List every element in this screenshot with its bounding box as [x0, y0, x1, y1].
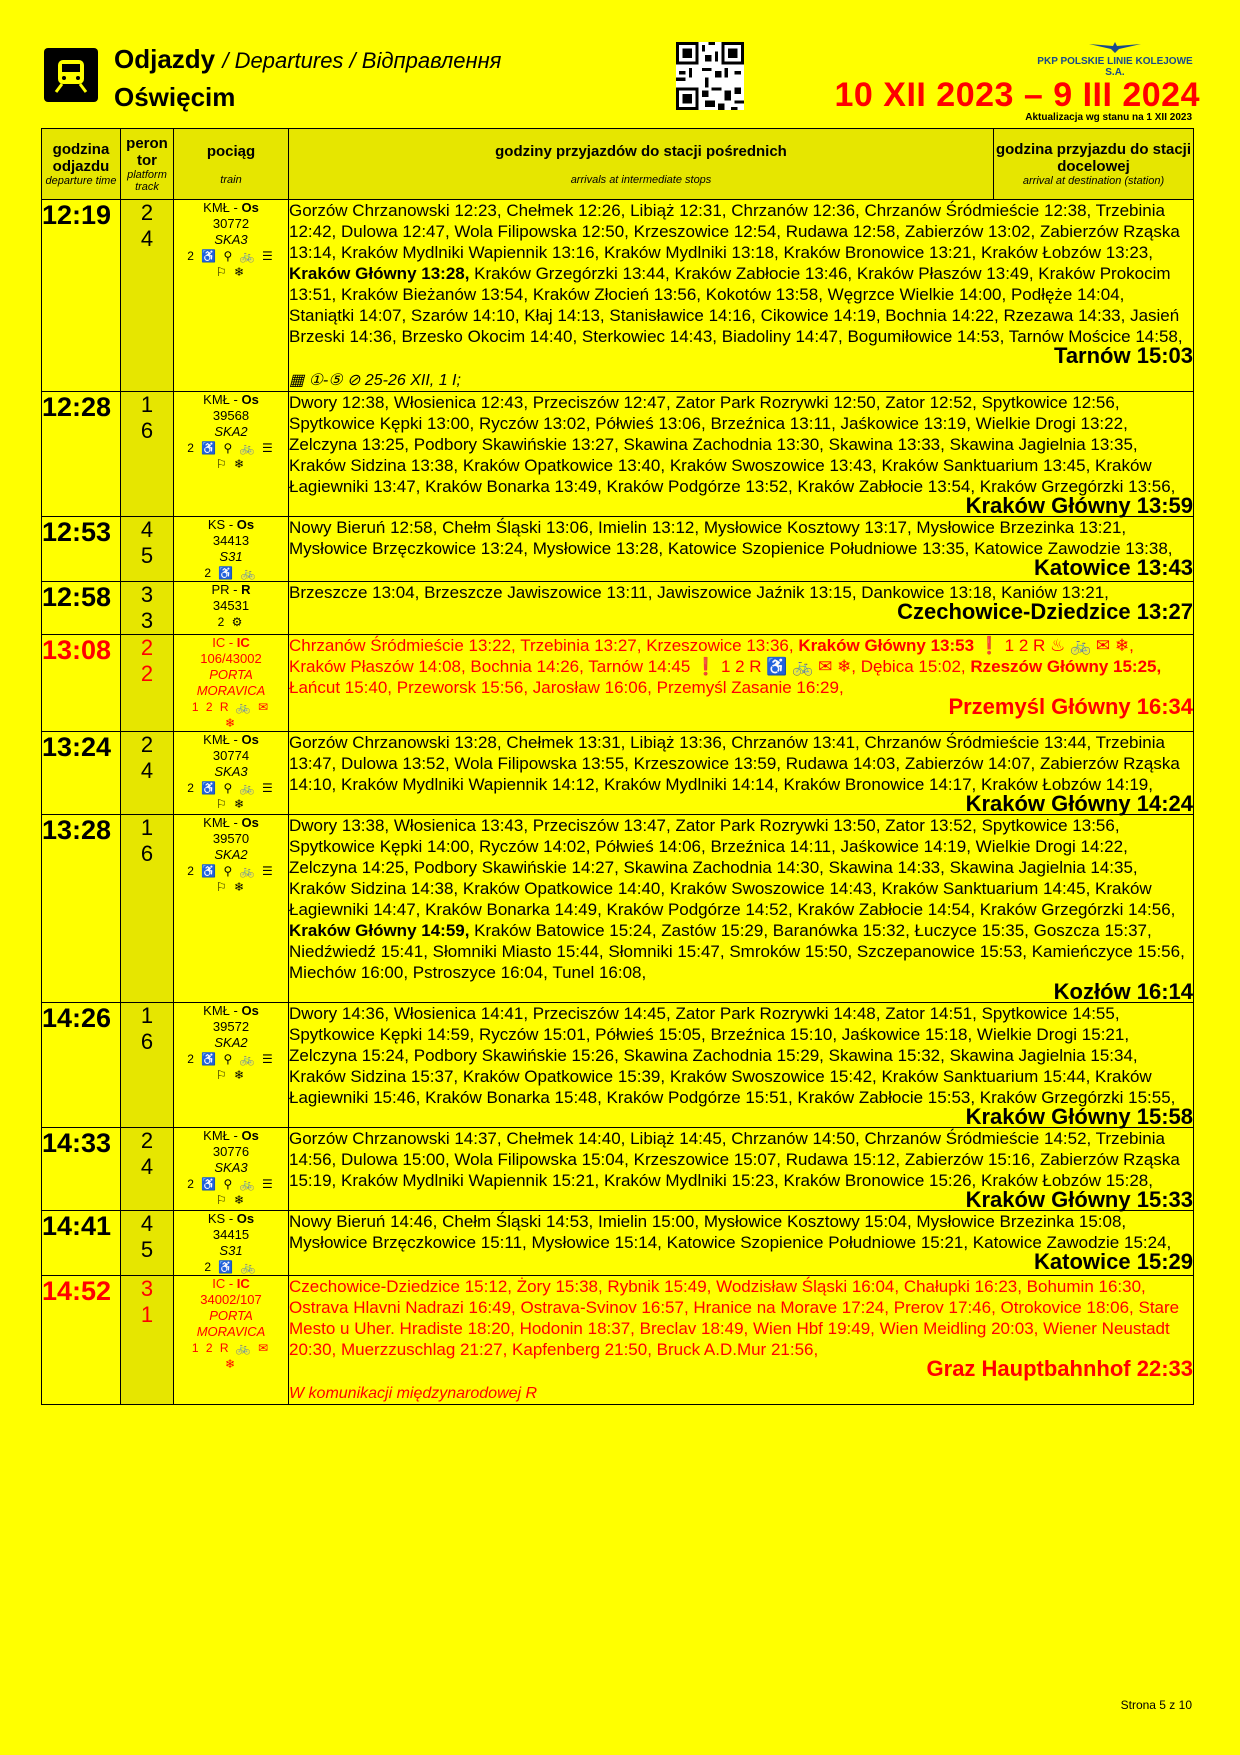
destination-arrival: Przemyśl Główny 16:34: [948, 694, 1193, 719]
track-number: 5: [140, 1237, 154, 1262]
service-icons: ⚐ ❄: [215, 1193, 247, 1207]
service-icons: ❄: [224, 1357, 238, 1371]
stops-highlight: Kraków Główny 14:59,: [289, 921, 470, 940]
platform-track: [121, 582, 174, 635]
train-number: 34415: [212, 1227, 250, 1242]
stops-text: Łańcut 15:40, Przeworsk 15:56, Jarosław 16:06, Przemyśl Zasanie 16:29,: [289, 678, 844, 697]
track-number: 2: [140, 661, 154, 686]
train-route-name: S31: [219, 1243, 243, 1258]
train-category: KS - Os: [207, 1211, 255, 1226]
intermediate-stops: [289, 1276, 1194, 1405]
platform-number: 4: [140, 1211, 154, 1236]
track-number: 4: [140, 226, 154, 251]
table-row: [42, 1211, 1194, 1276]
platform-number: 1: [140, 815, 154, 840]
platform-track: [121, 1211, 174, 1276]
departure-time: 13:24: [42, 732, 121, 815]
table-row: [42, 1128, 1194, 1211]
platform-track: [121, 1128, 174, 1211]
train-number: 34002/107: [200, 1292, 262, 1307]
track-number: 3: [140, 608, 154, 633]
stops-text: Kraków Batowice 15:24, Zastów 15:29, Baranówka 15:32, Łuczyce 15:35, Goszcza 15:37, Niedźwiedź 15:41, Słomniki Miasto 15:44, Słomniki 15:47, Smroków 15:50, Szczepanowice 15:53, Kamieńczyce 15:56, Miechów 16:00, Pstroszyce 16:04, Tunel 16:08,: [289, 921, 1185, 982]
train-route-name: SKA3: [214, 1160, 248, 1175]
stops-text: Dwory 14:36, Włosienica 14:41, Przeciszów 14:45, Zator Park Rozrywki 14:48, Zator 14:51, Spytkowice 14:55, Spytkowice Kępki 14:59, Ryczów 15:01, Półwieś 15:05, Brzeźnica 15:10, Jaśkowice 15:18, Wielkie Drogi 15:21, Zelczyna 15:24, Podbory Skawińskie 15:26, Skawina Zachodnia 15:29, Skawina 15:32, Skawina Jagielnia 15:34, Kraków Sidzina 15:37, Kraków Opatkowice 15:39, Kraków Swoszowice 15:42, Kraków Sanktuarium 15:44, Kraków Łagiewniki 15:46, Kraków Bonarka 15:48, Kraków Podgórze 15:51, Kraków Zabłocie 15:53, Kraków Grzegórzki 15:55,: [289, 1004, 1176, 1107]
train-category: KMŁ - Os: [203, 392, 259, 407]
platform-number: 1: [140, 392, 154, 417]
service-icons: 2 ♿ ⚲ 🚲 ☰: [187, 249, 275, 263]
page-number: Strona 5 z 10: [1120, 1698, 1192, 1712]
intermediate-stops: [289, 517, 1194, 582]
departure-time: 14:26: [42, 1003, 121, 1128]
stops-text: Nowy Bieruń 12:58, Chełm Śląski 13:06, Imielin 13:12, Mysłowice Kosztowy 13:17, Mysłowice Brzezinka 13:21, Mysłowice Brzęczkowice 13:24, Mysłowice 13:28, Katowice Szopienice Południowe 13:35, Katowice Zawodzie 13:38,: [289, 518, 1173, 558]
platform-number: 2: [140, 732, 154, 757]
departure-time: 14:33: [42, 1128, 121, 1211]
service-icons: 1 2 R 🚲 ✉: [191, 1341, 271, 1355]
train-info: [174, 1003, 289, 1128]
operator-logo: PKP POLSKIE LINIE KOLEJOWE S.A.: [1030, 40, 1200, 78]
destination-arrival: Katowice 15:29: [1034, 1249, 1193, 1274]
train-route-name: S31: [219, 549, 243, 564]
departure-time: 12:28: [42, 392, 121, 517]
train-info: [174, 815, 289, 1003]
platform-track: [121, 1276, 174, 1405]
col-header-platform: peron tor platform track: [121, 129, 174, 200]
stops-text: Dwory 13:38, Włosienica 13:43, Przeciszów 13:47, Zator Park Rozrywki 13:50, Zator 13:52, Spytkowice 13:56, Spytkowice Kępki 14:00, Ryczów 14:02, Półwieś 14:06, Brzeźnica 14:11, Jaśkowice 14:19, Wielkie Drogi 14:22, Zelczyna 14:25, Podbory Skawińskie 14:27, Skawina Zachodnia 14:30, Skawina 14:33, Skawina Jagielnia 14:35, Kraków Sidzina 14:38, Kraków Opatkowice 14:40, Kraków Swoszowice 14:43, Kraków Sanktuarium 14:45, Kraków Łagiewniki 14:47, Kraków Bonarka 14:49, Kraków Podgórze 14:52, Kraków Zabłocie 14:54, Kraków Grzegórzki 14:56,: [289, 816, 1176, 919]
train-category: KMŁ - Os: [203, 815, 259, 830]
train-number: 39570: [212, 831, 250, 846]
stops-text: ❗ 1 2 R ♨ 🚲 ✉ ❄, Kraków Płaszów 14:08, Bochnia 14:26, Tarnów 14:45 ❗ 1 2 R ♿ 🚲 ✉ ❄, Dębica 15:02,: [289, 636, 1134, 676]
stops-highlight: Rzeszów Główny 15:25,: [970, 657, 1162, 676]
platform-number: 3: [140, 1276, 154, 1301]
stops-highlight: Kraków Główny 13:53: [798, 636, 975, 655]
train-number: 39568: [212, 408, 250, 423]
train-route-name: SKA3: [214, 232, 248, 247]
page-title: Odjazdy / Departures / Відправлення: [114, 44, 502, 74]
train-category: KS - Os: [207, 517, 255, 532]
service-icons: ⚐ ❄: [215, 1068, 247, 1082]
track-number: 6: [140, 841, 154, 866]
table-row: [42, 517, 1194, 582]
track-number: 6: [140, 418, 154, 443]
destination-arrival: Tarnów 15:03: [1054, 343, 1193, 368]
stops-text: Czechowice-Dziedzice 15:12, Żory 15:38, Rybnik 15:49, Wodzisław Śląski 16:04, Chałupki 16:23, Bohumin 16:30, Ostrava Hlavni Nadrazi 16:49, Ostrava-Svinov 16:57, Hranice na Morave 17:24, Prerov 17:46, Otrokovice 18:06, Stare Mesto u Uher. Hradiste 18:20, Hodonin 18:37, Breclav 18:49, Wien Hbf 19:49, Wien Meidling 20:03, Wiener Neustadt 20:30, Muerzzuschlag 21:27, Kapfenberg 21:50, Bruck A.D.Mur 21:56,: [289, 1277, 1180, 1359]
platform-number: 2: [140, 200, 154, 225]
intermediate-stops: [289, 200, 1194, 392]
train-number: 30772: [212, 216, 250, 231]
train-info: [174, 635, 289, 732]
platform-number: 2: [140, 635, 154, 660]
train-category: IC - IC: [212, 635, 250, 650]
service-icons: 2 ♿ ⚲ 🚲 ☰: [187, 441, 275, 455]
col-header-destination: godzina przyjazdu do stacji docelowej arrival at destination (station): [994, 129, 1194, 200]
destination-arrival: Kozłów 16:14: [1053, 979, 1193, 1004]
train-icon: [44, 48, 98, 102]
table-row: [42, 200, 1194, 392]
platform-track: [121, 815, 174, 1003]
service-icons: ⚐ ❄: [215, 880, 247, 894]
qr-code-icon: [676, 42, 744, 110]
table-row: [42, 732, 1194, 815]
stops-text: Gorzów Chrzanowski 14:37, Chełmek 14:40, Libiąż 14:45, Chrzanów 14:50, Chrzanów Śródmieście 14:52, Trzebinia 14:56, Dulowa 15:00, Wola Filipowska 15:04, Krzeszowice 15:07, Rudawa 15:12, Zabierzów 15:16, Zabierzów Rząska 15:19, Kraków Mydlniki Wapiennik 15:21, Kraków Mydlniki 15:23, Kraków Bronowice 15:26, Kraków Łobzów 15:28,: [289, 1129, 1180, 1190]
platform-track: [121, 635, 174, 732]
train-route-name: SKA2: [214, 1035, 248, 1050]
page-header: [0, 0, 1240, 130]
train-route-name: PORTA MORAVICA: [196, 1308, 266, 1339]
destination-arrival: Kraków Główny 13:59: [965, 493, 1193, 518]
destination-arrival: Katowice 13:43: [1034, 555, 1193, 580]
platform-track: [121, 1003, 174, 1128]
table-row: [42, 1276, 1194, 1405]
train-note: ▦ ①-⑤ ⊘ 25-26 XII, 1 I;: [289, 372, 461, 389]
train-info: [174, 1128, 289, 1211]
intermediate-stops: [289, 582, 1194, 635]
train-number: 106/43002: [200, 651, 262, 666]
track-number: 1: [140, 1302, 154, 1327]
platform-track: [121, 517, 174, 582]
destination-arrival: Czechowice-Dziedzice 13:27: [897, 599, 1193, 624]
train-note: W komunikacji międzynarodowej R: [289, 1385, 538, 1402]
stops-text: Chrzanów Śródmieście 13:22, Trzebinia 13:27, Krzeszowice 13:36,: [289, 636, 799, 655]
table-row: [42, 815, 1194, 1003]
train-info: [174, 1276, 289, 1405]
platform-number: 2: [140, 1128, 154, 1153]
platform-number: 3: [140, 582, 154, 607]
service-icons: 1 2 R 🚲 ✉: [191, 700, 271, 714]
service-icons: 2 ♿ ⚲ 🚲 ☰: [187, 1052, 275, 1066]
service-icons: 2 ♿ ⚲ 🚲 ☰: [187, 781, 275, 795]
train-category: KMŁ - Os: [203, 1003, 259, 1018]
col-header-stops: godziny przyjazdów do stacji pośrednich arrivals at intermediate stops: [289, 129, 994, 200]
train-number: 39572: [212, 1019, 250, 1034]
train-number: 30776: [212, 1144, 250, 1159]
track-number: 4: [140, 758, 154, 783]
platform-track: [121, 392, 174, 517]
service-icons: ❄: [224, 716, 238, 730]
train-route-name: SKA2: [214, 424, 248, 439]
train-category: IC - IC: [212, 1276, 250, 1291]
service-icons: 2 ♿ 🚲: [204, 566, 258, 580]
train-info: [174, 582, 289, 635]
intermediate-stops: [289, 392, 1194, 517]
intermediate-stops: [289, 635, 1194, 732]
train-route-name: PORTA MORAVICA: [196, 667, 266, 698]
departure-time: 12:53: [42, 517, 121, 582]
stops-text: Gorzów Chrzanowski 12:23, Chełmek 12:26, Libiąż 12:31, Chrzanów 12:36, Chrzanów Śródmieście 12:38, Trzebinia 12:42, Dulowa 12:47, Wola Filipowska 12:50, Krzeszowice 12:54, Rudawa 12:58, Zabierzów 13:02, Zabierzów Rząska 13:14, Kraków Mydlniki Wapiennik 13:16, Kraków Mydlniki 13:18, Kraków Bronowice 13:21, Kraków Łobzów 13:23,: [289, 201, 1180, 262]
departure-time: 13:28: [42, 815, 121, 1003]
service-icons: 2 ♿ ⚲ 🚲 ☰: [187, 1177, 275, 1191]
departure-time: 13:08: [42, 635, 121, 732]
departure-time: 14:41: [42, 1211, 121, 1276]
platform-number: 1: [140, 1003, 154, 1028]
train-info: [174, 732, 289, 815]
station-name: Oświęcim: [114, 82, 236, 112]
train-number: 34413: [212, 533, 250, 548]
stops-text: Kraków Grzegórzki 13:44, Kraków Zabłocie 13:46, Kraków Płaszów 13:49, Kraków Prokocim 13:51, Kraków Bieżanów 13:54, Kraków Złocień 13:56, Kokotów 13:58, Węgrzce Wielkie 14:00, Podłęże 14:04, Staniątki 14:07, Szarów 14:10, Kłaj 14:13, Stanisławice 14:16, Cikowice 14:19, Bochnia 14:22, Rzezawa 14:33, Jasień Brzeski 14:36, Brzesko Okocim 14:40, Sterkowiec 14:43, Biadoliny 14:47, Bogumiłowice 14:53, Tarnów Mościce 14:58,: [289, 264, 1183, 346]
col-header-time: godzina odjazdu departure time: [42, 129, 121, 200]
track-number: 5: [140, 543, 154, 568]
train-category: KMŁ - Os: [203, 732, 259, 747]
train-route-name: SKA2: [214, 847, 248, 862]
train-info: [174, 1211, 289, 1276]
train-route-name: SKA3: [214, 764, 248, 779]
stops-text: Dwory 12:38, Włosienica 12:43, Przeciszów 12:47, Zator Park Rozrywki 12:50, Zator 12:52, Spytkowice 12:56, Spytkowice Kępki 13:00, Ryczów 13:02, Półwieś 13:06, Brzeźnica 13:11, Jaśkowice 13:19, Wielkie Drogi 13:22, Zelczyna 13:25, Podbory Skawińskie 13:27, Skawina Zachodnia 13:30, Skawina 13:33, Skawina Jagielnia 13:35, Kraków Sidzina 13:38, Kraków Opatkowice 13:40, Kraków Swoszowice 13:43, Kraków Sanktuarium 13:45, Kraków Łagiewniki 13:47, Kraków Bonarka 13:49, Kraków Podgórze 13:52, Kraków Zabłocie 13:54, Kraków Grzegórzki 13:56,: [289, 393, 1176, 496]
platform-number: 4: [140, 517, 154, 542]
service-icons: 2 ♿ ⚲ 🚲 ☰: [187, 864, 275, 878]
validity-period: 10 XII 2023 – 9 III 2024: [834, 76, 1200, 114]
track-number: 4: [140, 1154, 154, 1179]
departure-time: 14:52: [42, 1276, 121, 1405]
intermediate-stops: [289, 732, 1194, 815]
service-icons: ⚐ ❄: [215, 797, 247, 811]
platform-track: [121, 200, 174, 392]
destination-arrival: Graz Hauptbahnhof 22:33: [926, 1356, 1193, 1381]
train-info: [174, 200, 289, 392]
update-note: Aktualizacja wg stanu na 1 XII 2023: [1025, 112, 1192, 123]
train-info: [174, 517, 289, 582]
intermediate-stops: [289, 815, 1194, 1003]
service-icons: ⚐ ❄: [215, 457, 247, 471]
table-row: [42, 582, 1194, 635]
destination-arrival: Kraków Główny 15:33: [965, 1187, 1193, 1212]
train-category: KMŁ - Os: [203, 1128, 259, 1143]
departures-table: [41, 128, 1194, 1405]
train-number: 30774: [212, 748, 250, 763]
intermediate-stops: [289, 1003, 1194, 1128]
track-number: 6: [140, 1029, 154, 1054]
table-row: [42, 392, 1194, 517]
service-icons: 2 ⚙: [217, 615, 245, 629]
train-category: PR - R: [211, 582, 251, 597]
stops-text: Gorzów Chrzanowski 13:28, Chełmek 13:31, Libiąż 13:36, Chrzanów 13:41, Chrzanów Śródmieście 13:44, Trzebinia 13:47, Dulowa 13:52, Wola Filipowska 13:55, Krzeszowice 13:59, Rudawa 14:03, Zabierzów 14:07, Zabierzów Rząska 14:10, Kraków Mydlniki Wapiennik 14:12, Kraków Mydlniki 14:14, Kraków Bronowice 14:17, Kraków Łobzów 14:19,: [289, 733, 1180, 794]
table-row: [42, 635, 1194, 732]
destination-arrival: Kraków Główny 15:58: [965, 1104, 1193, 1129]
table-header-row: [42, 129, 1194, 200]
stops-text: Brzeszcze 13:04, Brzeszcze Jawiszowice 13:11, Jawiszowice Jaźnik 13:15, Dankowice 13:18, Kaniów 13:21,: [289, 583, 1109, 602]
stops-highlight: Kraków Główny 13:28,: [289, 264, 470, 283]
train-info: [174, 392, 289, 517]
train-number: 34531: [212, 598, 250, 613]
departure-time: 12:19: [42, 200, 121, 392]
destination-arrival: Kraków Główny 14:24: [965, 791, 1193, 816]
intermediate-stops: [289, 1211, 1194, 1276]
intermediate-stops: [289, 1128, 1194, 1211]
service-icons: ⚐ ❄: [215, 265, 247, 279]
train-category: KMŁ - Os: [203, 200, 259, 215]
platform-track: [121, 732, 174, 815]
service-icons: 2 ♿ 🚲: [204, 1260, 258, 1274]
stops-text: Nowy Bieruń 14:46, Chełm Śląski 14:53, Imielin 15:00, Mysłowice Kosztowy 15:04, Mysłowice Brzezinka 15:08, Mysłowice Brzęczkowice 15:11, Mysłowice 15:14, Katowice Szopienice Południowe 15:21, Katowice Zawodzie 15:24,: [289, 1212, 1172, 1252]
departure-time: 12:58: [42, 582, 121, 635]
table-row: [42, 1003, 1194, 1128]
col-header-train: pociąg train: [174, 129, 289, 200]
